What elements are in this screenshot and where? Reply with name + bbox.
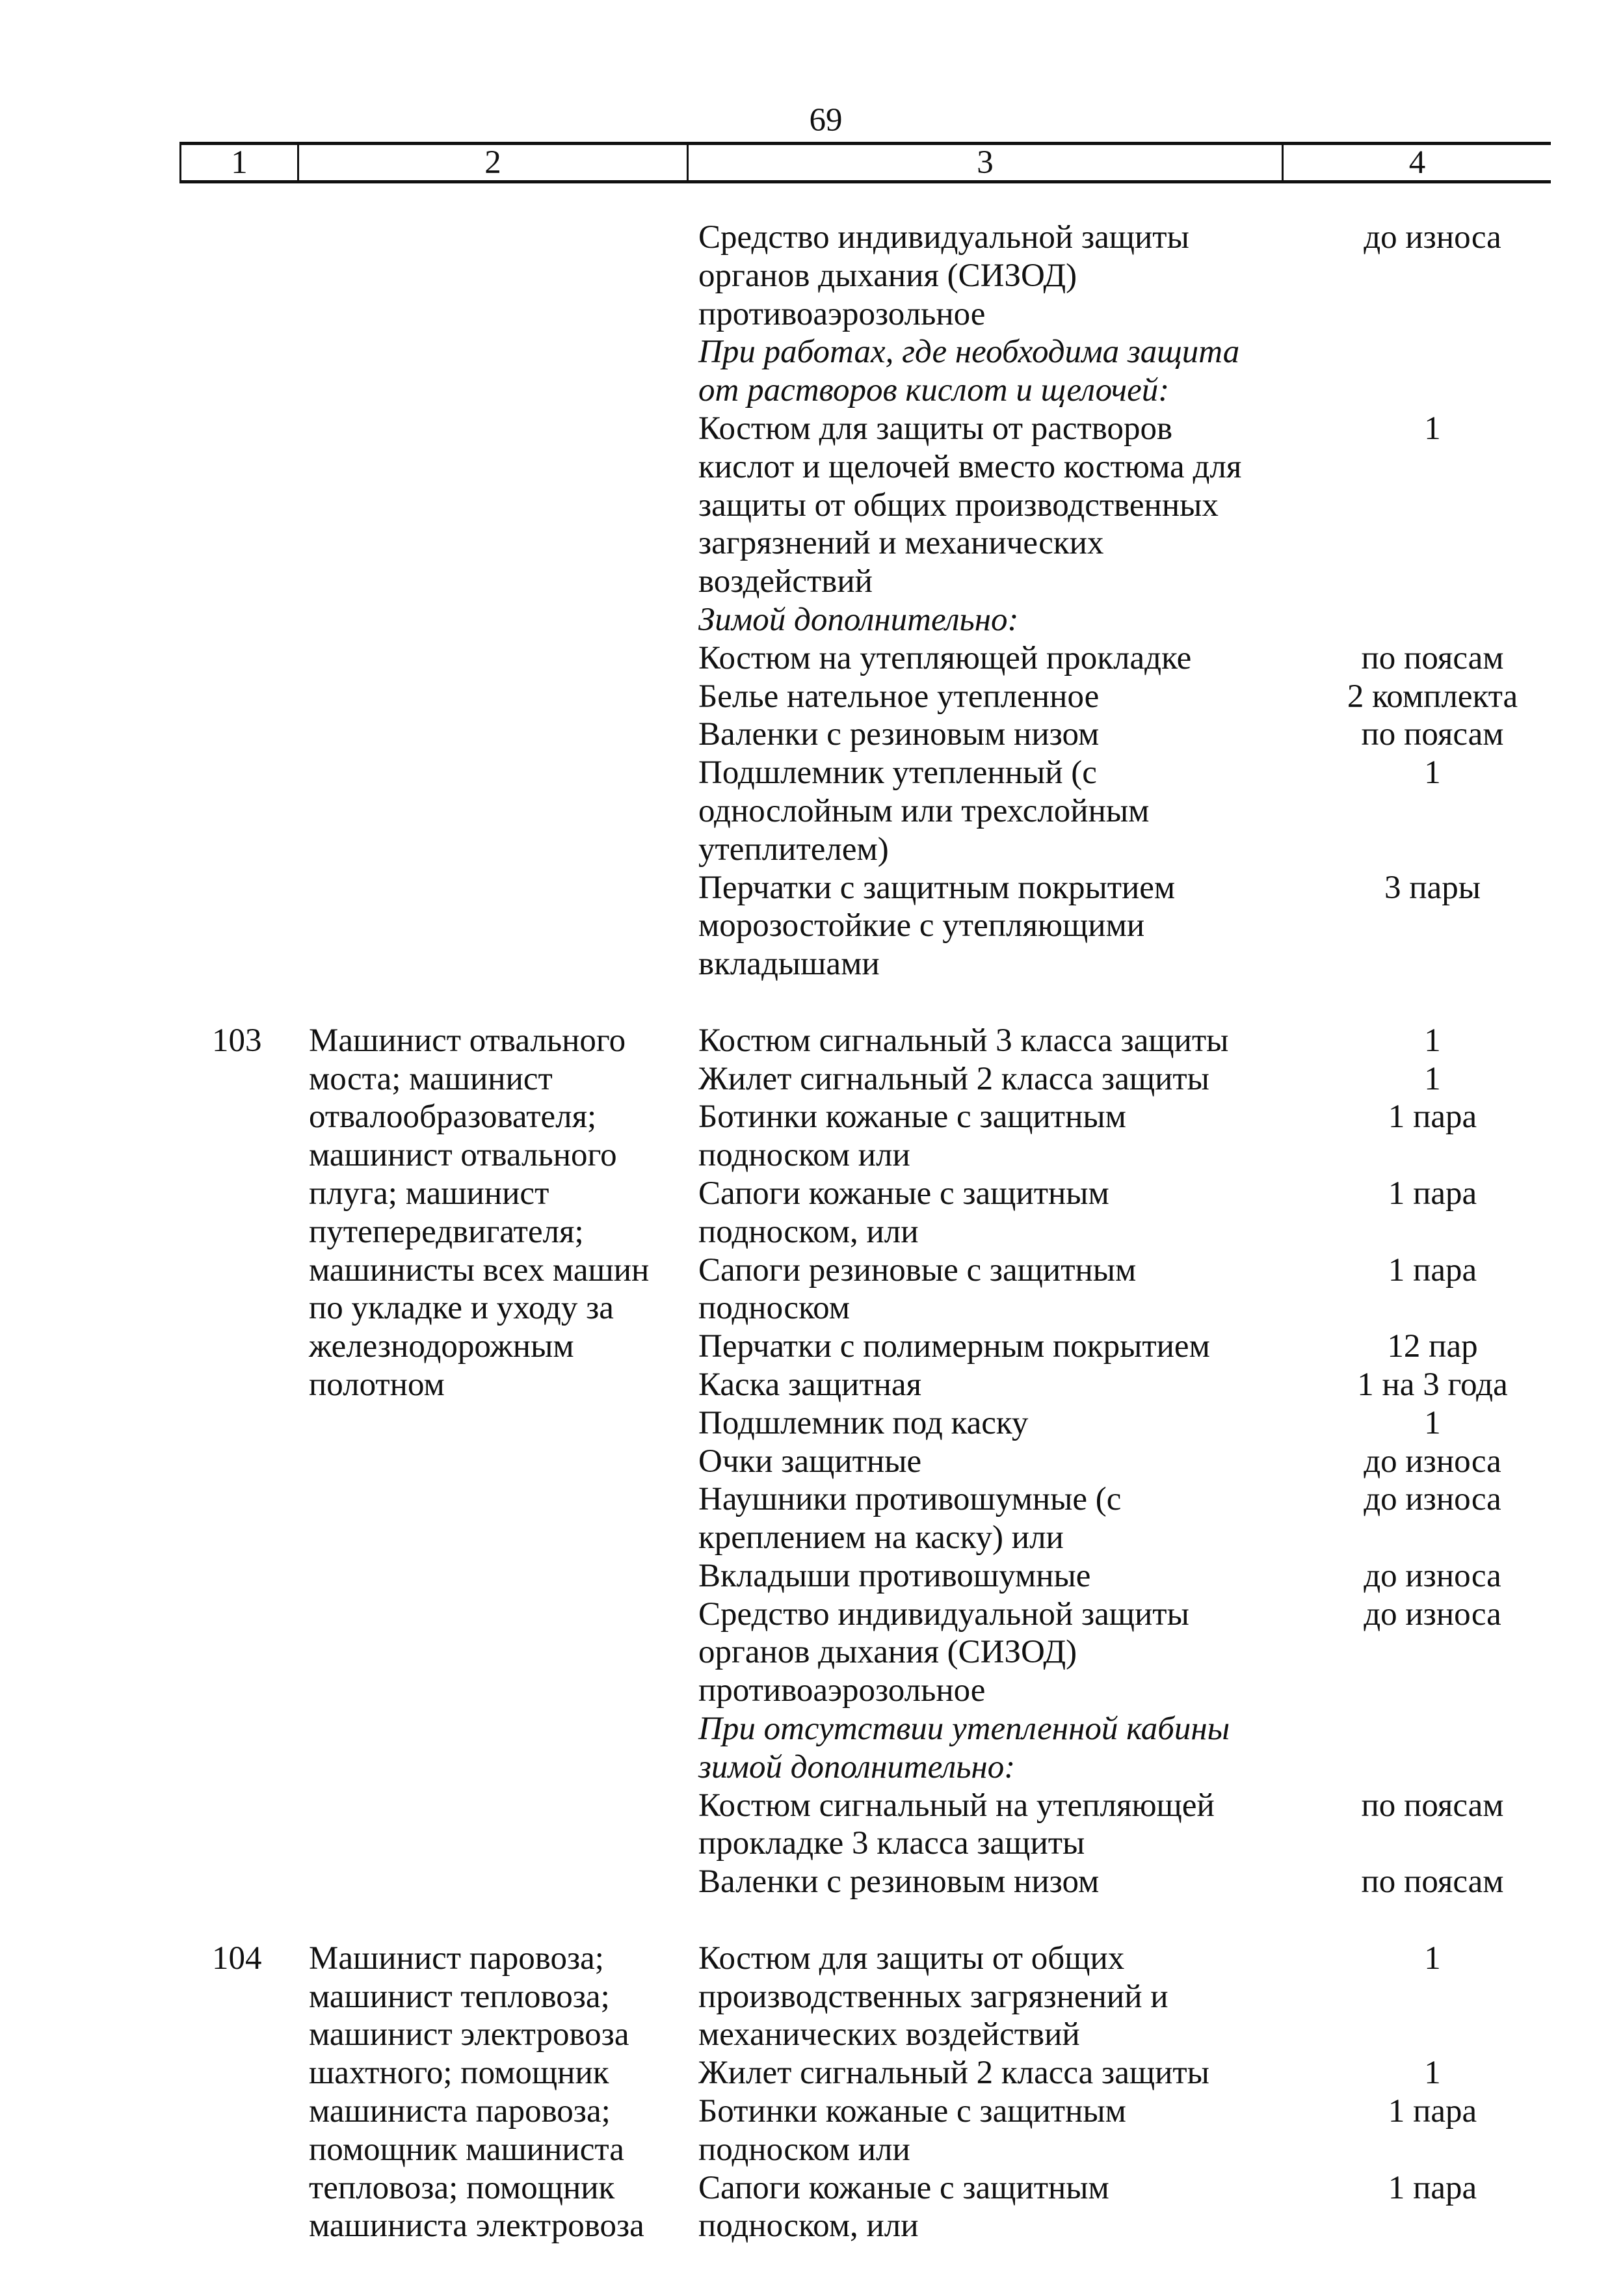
- ppe-quantity: по поясам: [1361, 639, 1504, 676]
- ppe-name: [687, 219, 1282, 333]
- ppe-name-line: защиты от общих производственных: [698, 487, 1219, 524]
- ppe-item: [687, 2092, 1551, 2169]
- ppe-quantity: по поясам: [1361, 1863, 1504, 1901]
- column-header-1: 1: [181, 145, 299, 180]
- column-header-2: 2: [299, 145, 689, 180]
- ppe-name: [687, 1251, 1282, 1328]
- ppe-name-line: Сапоги резиновые с защитным: [698, 1251, 1137, 1288]
- ppe-name-line: Костюм на утепляющей прокладке: [698, 639, 1192, 676]
- ppe-quantity: 1 пара: [1388, 2093, 1477, 2130]
- ppe-name-line: загрязнений и механических: [698, 525, 1104, 562]
- job-title: [297, 219, 687, 983]
- ppe-name-line: противоаэрозольное: [698, 1672, 986, 1709]
- ppe-name-line: от растворов кислот и щелочей:: [698, 372, 1170, 409]
- ppe-name-line: Каска защитная: [698, 1366, 922, 1403]
- ppe-name-line: Подшлемник утепленный (с: [698, 754, 1097, 792]
- ppe-item: [687, 678, 1551, 716]
- job-title-line: полотном: [309, 1366, 445, 1403]
- ppe-name: [687, 1480, 1282, 1557]
- ppe-item: [687, 869, 1551, 983]
- ppe-quantity: 1: [1424, 1940, 1441, 1977]
- job-title-line: тепловоза; помощник: [309, 2169, 615, 2206]
- ppe-name-line: морозостойкие с утепляющими: [698, 907, 1145, 944]
- ppe-name: [687, 1710, 1282, 1787]
- ppe-quantity: 1 пара: [1388, 1099, 1477, 1136]
- ppe-quantity: 1 пара: [1388, 2169, 1477, 2206]
- section-note: [687, 333, 1551, 410]
- ppe-item: [687, 2054, 1551, 2092]
- ppe-name-line: органов дыхания (СИЗОД): [698, 1634, 1077, 1671]
- ppe-name-line: утеплителем): [698, 831, 889, 868]
- row-number: 104: [212, 1940, 262, 1977]
- ppe-name-line: Костюм для защиты от общих: [698, 1940, 1125, 1977]
- ppe-item: [687, 1060, 1551, 1099]
- ppe-quantity: [1282, 601, 1551, 639]
- ppe-name: [687, 1940, 1282, 2054]
- section-note: [687, 1710, 1551, 1787]
- ppe-name-line: подноском, или: [698, 2208, 919, 2245]
- job-title-line: отвалообразователя;: [309, 1099, 597, 1136]
- ppe-name: [687, 410, 1282, 601]
- ppe-name-line: подноском, или: [698, 1213, 919, 1250]
- job-title-line: машинист тепловоза;: [309, 1978, 610, 2015]
- ppe-quantity: [1282, 333, 1551, 410]
- ppe-name: [687, 1175, 1282, 1251]
- table-row: [179, 1022, 1551, 1901]
- ppe-name-line: подноском или: [698, 1137, 910, 1174]
- ppe-name-line: Подшлемник под каску: [698, 1404, 1029, 1441]
- ppe-item: [687, 1595, 1551, 1710]
- ppe-name: [687, 678, 1282, 716]
- ppe-quantity: 1 пара: [1388, 1251, 1477, 1288]
- job-title-line: по укладке и уходу за: [309, 1290, 614, 1327]
- job-title-line: плуга; машинист: [309, 1175, 549, 1212]
- ppe-quantity: 1: [1424, 1022, 1441, 1059]
- ppe-name-line: Зимой дополнительно:: [698, 601, 1019, 638]
- ppe-name: [687, 2054, 1282, 2092]
- ppe-name-line: Наушники противошумные (с: [698, 1481, 1122, 1518]
- ppe-item: [687, 1787, 1551, 1863]
- ppe-item: [687, 1022, 1551, 1060]
- ppe-item: [687, 1098, 1551, 1175]
- ppe-name-line: креплением на каску) или: [698, 1519, 1064, 1556]
- ppe-name: [687, 1060, 1282, 1099]
- ppe-item: [687, 1557, 1551, 1595]
- ppe-name-line: Жилет сигнальный 2 класса защиты: [698, 1060, 1209, 1097]
- job-title-line: машинисты всех машин: [309, 1251, 650, 1288]
- ppe-name-line: однослойным или трехслойным: [698, 792, 1150, 829]
- ppe-name-line: Костюм для защиты от растворов: [698, 410, 1173, 447]
- job-title-line: путепередвигателя;: [309, 1213, 584, 1250]
- job-title-line: моста; машинист: [309, 1060, 553, 1097]
- ppe-name-line: Ботинки кожаные с защитным: [698, 2093, 1126, 2130]
- job-title-line: машиниста электровоза: [309, 2208, 644, 2245]
- ppe-item: [687, 1940, 1551, 2054]
- ppe-name-line: Очки защитные: [698, 1443, 922, 1480]
- section-note: [687, 601, 1551, 639]
- ppe-items: [687, 1022, 1551, 1901]
- ppe-name-line: Средство индивидуальной защиты: [698, 1595, 1189, 1633]
- job-title-line: машиниста паровоза;: [309, 2093, 611, 2130]
- row-number: [179, 219, 297, 983]
- ppe-name-line: Вкладыши противошумные: [698, 1557, 1091, 1594]
- table-row: [179, 1940, 1551, 2245]
- ppe-name: [687, 2169, 1282, 2246]
- ppe-item: [687, 410, 1551, 601]
- ppe-name-line: воздействий: [698, 563, 873, 600]
- ppe-quantity: 12 пар: [1387, 1328, 1478, 1365]
- ppe-name-line: кислот и щелочей вместо костюма для: [698, 448, 1242, 485]
- table-body: [179, 219, 1551, 2284]
- job-title: [297, 1940, 687, 2245]
- ppe-name-line: прокладке 3 класса защиты: [698, 1825, 1085, 1862]
- ppe-name-line: вкладышами: [698, 946, 880, 983]
- ppe-name: [687, 1404, 1282, 1443]
- ppe-name-line: Жилет сигнальный 2 класса защиты: [698, 2055, 1209, 2092]
- ppe-name-line: При отсутствии утепленной кабины: [698, 1711, 1230, 1748]
- ppe-items: [687, 1940, 1551, 2245]
- ppe-name: [687, 1366, 1282, 1404]
- ppe-name: [687, 1098, 1282, 1175]
- job-title-line: машинист отвального: [309, 1137, 617, 1174]
- ppe-quantity: 1: [1424, 2055, 1441, 2092]
- ppe-name: [687, 1022, 1282, 1060]
- ppe-item: [687, 1480, 1551, 1557]
- ppe-name: [687, 1557, 1282, 1595]
- ppe-name-line: подноском или: [698, 2131, 910, 2168]
- ppe-name-line: Белье нательное утепленное: [698, 678, 1100, 715]
- ppe-quantity: по поясам: [1361, 716, 1504, 753]
- ppe-quantity: до износа: [1364, 219, 1501, 256]
- ppe-quantity: 2 комплекта: [1347, 678, 1518, 715]
- ppe-item: [687, 1328, 1551, 1366]
- ppe-name-line: Костюм сигнальный на утепляющей: [698, 1787, 1215, 1824]
- ppe-item: [687, 1443, 1551, 1481]
- ppe-quantity: до износа: [1364, 1443, 1501, 1480]
- ppe-name: [687, 1328, 1282, 1366]
- ppe-name-line: Перчатки с защитным покрытием: [698, 869, 1176, 906]
- ppe-item: [687, 2169, 1551, 2246]
- ppe-quantity: 1 пара: [1388, 1175, 1477, 1212]
- ppe-name: [687, 1863, 1282, 1901]
- ppe-quantity: 1: [1424, 1060, 1441, 1097]
- job-title-line: Машинист отвального: [309, 1022, 626, 1059]
- ppe-quantity: до износа: [1364, 1481, 1501, 1518]
- ppe-name: [687, 601, 1282, 639]
- ppe-quantity: 1: [1424, 410, 1441, 447]
- ppe-items: [687, 219, 1551, 983]
- ppe-item: [687, 1863, 1551, 1901]
- ppe-name: [687, 715, 1282, 754]
- ppe-name: [687, 2092, 1282, 2169]
- job-title: [297, 1022, 687, 1901]
- table-row: [179, 219, 1551, 983]
- ppe-name-line: Средство индивидуальной защиты: [698, 219, 1189, 256]
- ppe-item: [687, 1251, 1551, 1328]
- ppe-quantity: 3 пары: [1384, 869, 1481, 906]
- ppe-item: [687, 715, 1551, 754]
- ppe-name: [687, 754, 1282, 868]
- ppe-item: [687, 1366, 1551, 1404]
- job-title-line: машинист электровоза: [309, 2016, 629, 2053]
- ppe-item: [687, 754, 1551, 868]
- ppe-item: [687, 219, 1551, 333]
- row-number: 103: [212, 1022, 262, 1059]
- ppe-name-line: зимой дополнительно:: [698, 1748, 1016, 1785]
- ppe-quantity: 1: [1424, 1404, 1441, 1441]
- job-title-line: железнодорожным: [309, 1328, 574, 1365]
- ppe-name-line: Сапоги кожаные с защитным: [698, 2169, 1109, 2206]
- ppe-item: [687, 639, 1551, 678]
- ppe-name-line: Ботинки кожаные с защитным: [698, 1099, 1126, 1136]
- ppe-item: [687, 1175, 1551, 1251]
- ppe-quantity: [1282, 1710, 1551, 1787]
- page-number: 69: [809, 102, 843, 139]
- column-header-3: 3: [689, 145, 1284, 180]
- ppe-name: [687, 1443, 1282, 1481]
- ppe-name: [687, 333, 1282, 410]
- ppe-name-line: производственных загрязнений и: [698, 1978, 1168, 2015]
- ppe-quantity: до износа: [1364, 1557, 1501, 1594]
- ppe-name-line: Перчатки с полимерным покрытием: [698, 1328, 1210, 1365]
- ppe-name-line: противоаэрозольное: [698, 295, 986, 332]
- ppe-name-line: органов дыхания (СИЗОД): [698, 257, 1077, 294]
- ppe-name-line: При работах, где необходима защита: [698, 334, 1240, 371]
- ppe-name: [687, 1787, 1282, 1863]
- ppe-quantity: до износа: [1364, 1595, 1501, 1633]
- ppe-item: [687, 1404, 1551, 1443]
- ppe-name-line: подноском: [698, 1290, 850, 1327]
- ppe-name-line: Валенки с резиновым низом: [698, 1863, 1100, 1901]
- ppe-name-line: Валенки с резиновым низом: [698, 716, 1100, 753]
- column-header-4: 4: [1408, 144, 1426, 181]
- ppe-name-line: Костюм сигнальный 3 класса защиты: [698, 1022, 1229, 1059]
- ppe-quantity: 1: [1424, 754, 1441, 792]
- ppe-name: [687, 869, 1282, 983]
- table-header: [179, 142, 1551, 183]
- ppe-quantity: по поясам: [1361, 1787, 1504, 1824]
- ppe-name-line: Сапоги кожаные с защитным: [698, 1175, 1109, 1212]
- ppe-quantity: 1 на 3 года: [1357, 1366, 1508, 1403]
- job-title-line: шахтного; помощник: [309, 2055, 609, 2092]
- ppe-name: [687, 639, 1282, 678]
- ppe-name: [687, 1595, 1282, 1710]
- job-title-line: Машинист паровоза;: [309, 1940, 604, 1977]
- ppe-name-line: механических воздействий: [698, 2016, 1080, 2053]
- job-title-line: помощник машиниста: [309, 2131, 624, 2168]
